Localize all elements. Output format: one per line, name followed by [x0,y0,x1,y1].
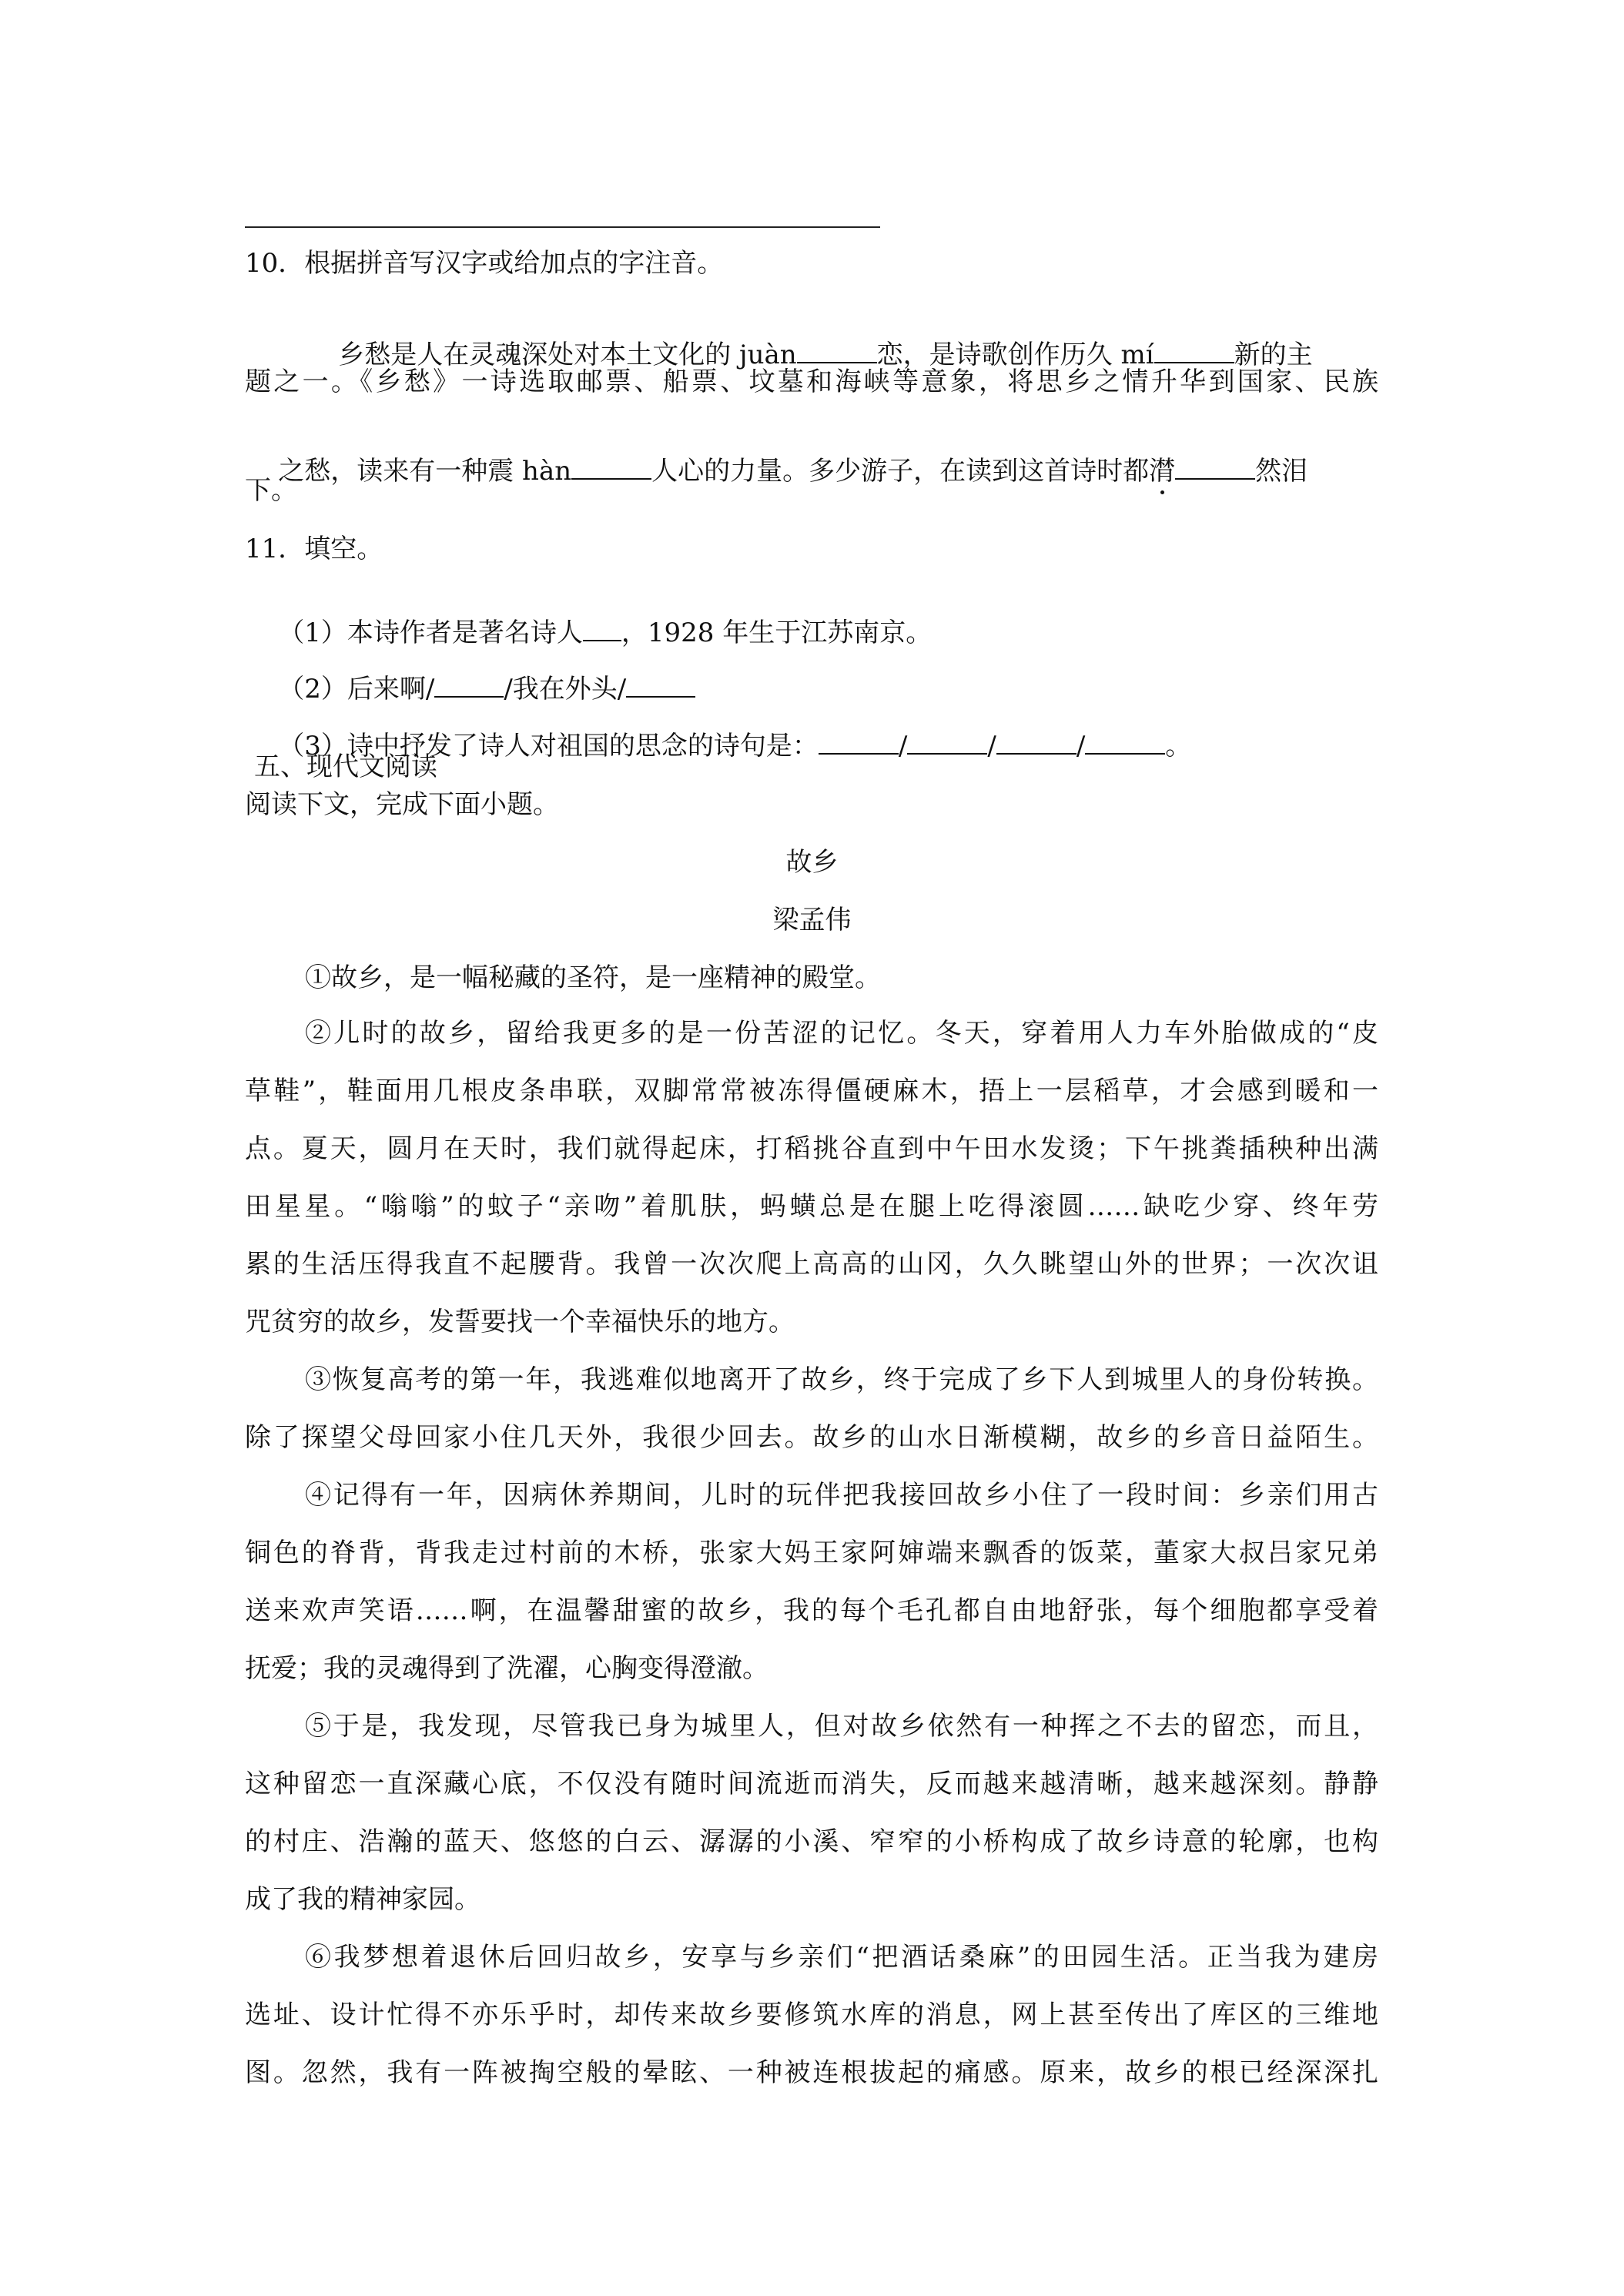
q10-line-1: 乡愁是人在灵魂深处对本土文化的 juàn 恋，是诗歌创作历久 mí 新的主 [338,340,1313,370]
answer-blank[interactable] [1085,730,1165,755]
article-author: 梁孟伟 [772,905,852,935]
paragraph-line: 这种留恋一直深藏心底，不仅没有随时间流逝而消失，反而越来越清晰，越来越深刻。静静 [245,1769,1378,1799]
paragraph-line: 铜色的脊背，背我走过村前的木桥，张家大妈王家阿婶端来飘香的饭菜，董家大叔吕家兄弟 [245,1538,1378,1568]
paragraph-line: 草鞋”，鞋面用几根皮条串联，双脚常常被冻得僵硬麻木，捂上一层稻草，才会感到暖和一 [245,1076,1378,1106]
paragraph-line: 送来欢声笑语……啊，在温馨甜蜜的故乡，我的每个毛孔都自由地舒张，每个细胞都享受着 [245,1595,1378,1626]
q11-title: 11．填空。 [245,534,383,564]
q10-line-2: 题之一。《乡愁》一诗选取邮票、船票、坟墓和海峡等意象，将思乡之情升华到国家、民族 [245,366,1378,397]
paragraph-line: ⑤于是，我发现，尽管我已身为城里人，但对故乡依然有一种挥之不去的留恋，而且， [305,1711,1378,1742]
answer-blank[interactable] [996,730,1077,755]
answer-blank[interactable] [571,455,651,480]
paragraph-line: 点。夏天，圆月在天时，我们就得起床，打稻挑谷直到中午田水发烫；下午挑粪插秧种出满 [245,1133,1378,1164]
q11-sub-3: （3）诗中抒发了诗人对祖国的思念的诗句是： / / / 。 [278,731,1192,761]
answer-blank[interactable] [434,673,504,698]
paragraph-line: ②儿时的故乡，留给我更多的是一份苦涩的记忆。冬天，穿着用人力车外胎做成的“皮 [305,1018,1378,1049]
paragraph-line: 咒贫穷的故乡，发誓要找一个幸福快乐的地方。 [245,1307,795,1337]
paragraph-line: ⑥我梦想着退休后回归故乡，安享与乡亲们“把酒话桑麻”的田园生活。正当我为建房 [305,1942,1378,1973]
answer-blank[interactable] [1154,339,1234,363]
paragraph-line: ③恢复高考的第一年，我逃难似地离开了故乡，终于完成了乡下人到城里人的身份转换。 [305,1364,1378,1395]
q10-line-3: 之愁，读来有一种震 hàn 人心的力量。多少游子，在读到这首诗时都潸 然泪 [278,456,1308,487]
answer-blank[interactable] [1175,455,1255,480]
paragraph-line: 抚爱；我的灵魂得到了洗濯，心胸变得澄澈。 [245,1653,768,1684]
paragraph-line: 成了我的精神家园。 [245,1884,481,1915]
q10-title: 10．根据拼音写汉字或给加点的字注音。 [245,248,724,279]
answer-blank[interactable] [583,617,621,641]
article-title: 故乡 [785,847,839,878]
paragraph-line: 累的生活压得我直不起腰背。我曾一次次爬上高高的山冈，久久眺望山外的世界；一次次诅 [245,1249,1378,1280]
paragraph-line: ④记得有一年，因病休养期间，儿时的玩伴把我接回故乡小住了一段时间：乡亲们用古 [305,1480,1378,1511]
section-heading: 五、现代文阅读 [254,751,437,782]
answer-blank[interactable] [819,730,899,755]
q11-sub-1: （1）本诗作者是著名诗人 ，1928 年生于江苏南京。 [278,618,933,648]
section-instruction: 阅读下文，完成下面小题。 [245,789,559,820]
answer-blank[interactable] [797,339,877,363]
paragraph-line: 图。忽然，我有一阵被掏空般的晕眩、一种被连根拔起的痛感。原来，故乡的根已经深深扎 [245,2057,1378,2088]
q11-sub-2: （2）后来啊/ /我在外头/ [245,642,695,735]
paragraph-line: 选址、设计忙得不亦乐乎时，却传来故乡要修筑水库的消息，网上甚至传出了库区的三维地 [245,2000,1378,2030]
paragraph-line: 除了探望父母回家小住几天外，我很少回去。故乡的山水日渐模糊，故乡的乡音日益陌生。 [245,1422,1378,1453]
top-divider [245,226,880,228]
paragraph-line: ①故乡，是一幅秘藏的圣符，是一座精神的殿堂。 [305,962,881,993]
dotted-character: 潸 [1149,456,1176,487]
paragraph-line: 的村庄、浩瀚的蓝天、悠悠的白云、潺潺的小溪、窄窄的小桥构成了故乡诗意的轮廓，也构 [245,1826,1378,1857]
paragraph-line: 田星星。“嗡嗡”的蚊子“亲吻”着肌肤，蚂蟥总是在腿上吃得滚圆……缺吃少穿、终年劳 [245,1191,1378,1222]
q10-line-4: 下。 [245,475,297,506]
answer-blank[interactable] [626,673,695,698]
answer-blank[interactable] [907,730,987,755]
